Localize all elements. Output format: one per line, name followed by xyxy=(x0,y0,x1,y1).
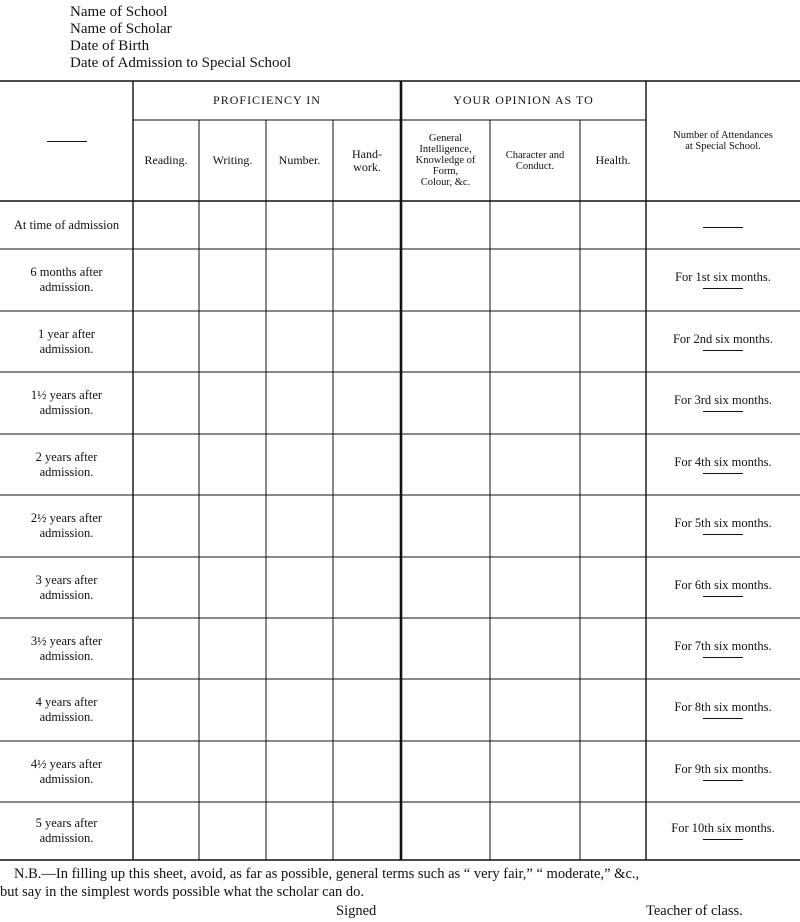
attendance-entry-line xyxy=(703,350,743,351)
proficiency-group-header: PROFICIENCY IN xyxy=(213,93,321,107)
date-of-birth-label: Date of Birth xyxy=(70,38,150,54)
attendance-label: For 10th six months. xyxy=(671,821,775,835)
date-of-admission-label: Date of Admission to Special School xyxy=(70,55,292,71)
row-label-1-year: 1 year after admission. xyxy=(38,326,95,356)
attendance-label: For 5th six months. xyxy=(674,516,772,530)
attendance-entry-line xyxy=(703,780,743,781)
attendance-entry-line xyxy=(703,227,743,228)
attendance-entry-line xyxy=(703,596,743,597)
note-line-1: N.B.—In filling up this sheet, avoid, as far as possible, general terms such as “ very fair,” “ moderate,” &c., xyxy=(14,866,640,882)
attendance-entry-line xyxy=(703,657,743,658)
attendance-entry-line xyxy=(703,288,743,289)
attendance-cell-4 xyxy=(646,434,800,495)
attendance-label: For 8th six months. xyxy=(674,700,772,714)
attendance-cell-8 xyxy=(646,679,800,741)
attendance-label: For 3rd six months. xyxy=(674,393,772,407)
column-header-intelligence: General Intelligence, Knowledge of Form, Colour, &c. xyxy=(415,133,476,188)
note-line-2: but say in the simplest words possible what the scholar can do. xyxy=(0,884,365,900)
attendance-label: For 9th six months. xyxy=(674,761,772,776)
attendance-cell-admission xyxy=(646,201,800,249)
attendance-cell-9 xyxy=(646,741,800,802)
column-header-handwork: Hand- work. xyxy=(352,146,382,174)
name-of-school-label: Name of School xyxy=(70,4,168,20)
attendance-label: For 1st six months. xyxy=(675,270,771,284)
attendance-entry-line xyxy=(703,473,743,474)
opinion-group-header: YOUR OPINION AS TO xyxy=(453,93,594,107)
attendance-label: For 6th six months. xyxy=(674,577,772,592)
row-label-2-years: 2 years after admission. xyxy=(35,449,98,479)
attendance-label: For 2nd six months. xyxy=(672,331,773,346)
row-label-3-years: 3 years after admission. xyxy=(35,572,98,602)
attendance-cell-10 xyxy=(646,802,800,860)
attendance-cell-5 xyxy=(646,495,800,557)
attendance-entry-line xyxy=(703,534,743,535)
row-label-5-years: 5 years after admission. xyxy=(35,816,98,845)
row-label-6-months: 6 months after admission. xyxy=(30,265,103,294)
signed-label: Signed xyxy=(336,903,377,919)
attendance-cell-6 xyxy=(646,557,800,618)
column-header-attendances: Number of Attendances at Special School. xyxy=(673,130,773,152)
row-label-admission: At time of admission xyxy=(13,217,120,232)
row-label-4-5-years: 4½ years after admission. xyxy=(30,756,103,786)
column-header-number: Number. xyxy=(278,153,321,167)
name-of-scholar-label: Name of Scholar xyxy=(70,21,172,37)
attendance-label: For 4th six months. xyxy=(674,454,772,469)
row-label-1-5-years: 1½ years after admission. xyxy=(30,388,103,417)
attendance-entry-line xyxy=(703,411,743,412)
column-header-reading: Reading. xyxy=(144,153,188,167)
attendance-cell-1 xyxy=(646,249,800,311)
attendance-cell-7 xyxy=(646,618,800,679)
corner-dash-mark xyxy=(47,141,87,142)
column-header-writing: Writing. xyxy=(212,153,253,167)
row-label-3-5-years: 3½ years after admission. xyxy=(30,633,103,663)
attendance-label: For 7th six months. xyxy=(674,638,772,653)
attendance-entry-line xyxy=(703,718,743,719)
row-label-2-5-years: 2½ years after admission. xyxy=(30,511,103,540)
attendance-cell-3 xyxy=(646,372,800,434)
column-header-character: Character and Conduct. xyxy=(505,149,565,172)
attendance-entry-line xyxy=(703,839,743,840)
column-header-health: Health. xyxy=(595,153,631,167)
attendance-cell-2 xyxy=(646,311,800,372)
corner-cell xyxy=(0,81,133,201)
teacher-of-class-label: Teacher of class. xyxy=(646,903,743,919)
row-label-4-years: 4 years after admission. xyxy=(35,695,98,724)
